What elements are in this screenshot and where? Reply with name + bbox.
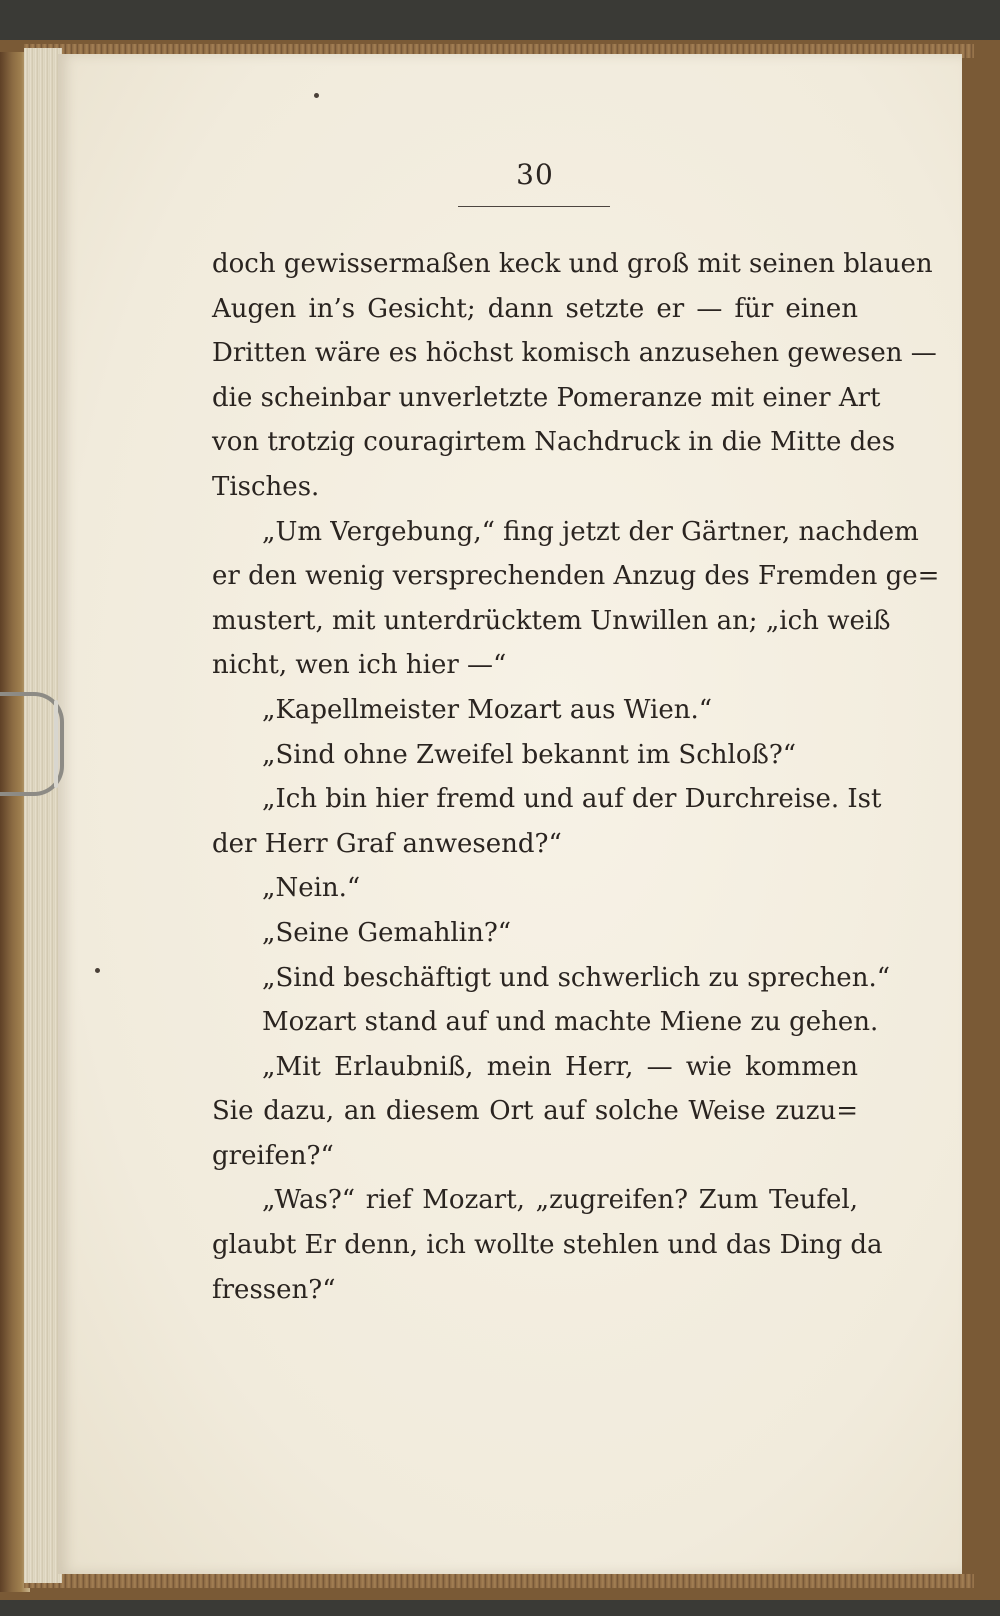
page-text — [212, 242, 940, 1312]
text-line: fressen?“ — [212, 1274, 336, 1305]
ink-speck — [314, 93, 319, 98]
text-line: „Sind beschäftigt und schwerlich zu sprechen.“ — [262, 962, 890, 993]
text-line: „Nein.“ — [262, 873, 361, 904]
text-line: von trotzig couragirtem Nachdruck in die Mitte des — [212, 427, 896, 458]
text-line: Dritten wäre es höchst komisch anzusehen gewesen — — [212, 338, 937, 369]
text-line: Mozart stand auf und machte Miene zu gehen. — [262, 1007, 879, 1038]
page-stack-left-edge — [24, 48, 62, 1583]
text-line: „Kapellmeister Mozart aus Wien.“ — [262, 694, 713, 725]
text-line: „Mit Erlaubniß, mein Herr, — wie kommen — [262, 1051, 858, 1082]
page-stack-bottom-edge — [24, 1574, 974, 1588]
text-line: „Sind ohne Zweifel bekannt im Schloß?“ — [262, 739, 797, 770]
ink-speck — [95, 968, 100, 973]
text-line: Sie dazu, an diesem Ort auf solche Weise zuzu= — [212, 1096, 858, 1127]
text-line: greifen?“ — [212, 1140, 334, 1171]
text-line: nicht, wen ich hier —“ — [212, 650, 507, 681]
text-line: „Was?“ rief Mozart, „zugreifen? Zum Teufel, — [262, 1185, 858, 1216]
page-number: 30 — [516, 158, 554, 191]
text-line: die scheinbar unverletzte Pomeranze mit einer Art — [212, 382, 881, 413]
text-line: Tisches. — [212, 471, 320, 502]
text-line: mustert, mit unterdrücktem Unwillen an; „ich weiß — [212, 605, 891, 636]
text-line: „Ich bin hier fremd und auf der Durchreise. Ist — [262, 784, 882, 815]
page-clip-shine — [54, 700, 58, 788]
text-line: doch gewissermaßen keck und groß mit seinen blauen — [212, 249, 933, 279]
text-line: „Um Vergebung,“ fing jetzt der Gärtner, nachdem — [262, 516, 919, 547]
text-line: glaubt Er denn, ich wollte stehlen und das Ding da — [212, 1230, 883, 1261]
text-line: „Seine Gemahlin?“ — [262, 917, 512, 948]
header-rule — [458, 206, 610, 207]
text-line: der Herr Graf anwesend?“ — [212, 828, 562, 859]
text-line: er den wenig versprechenden Anzug des Fremden ge= — [212, 561, 940, 592]
text-line: Augen in’s Gesicht; dann setzte er — für einen — [212, 293, 858, 324]
